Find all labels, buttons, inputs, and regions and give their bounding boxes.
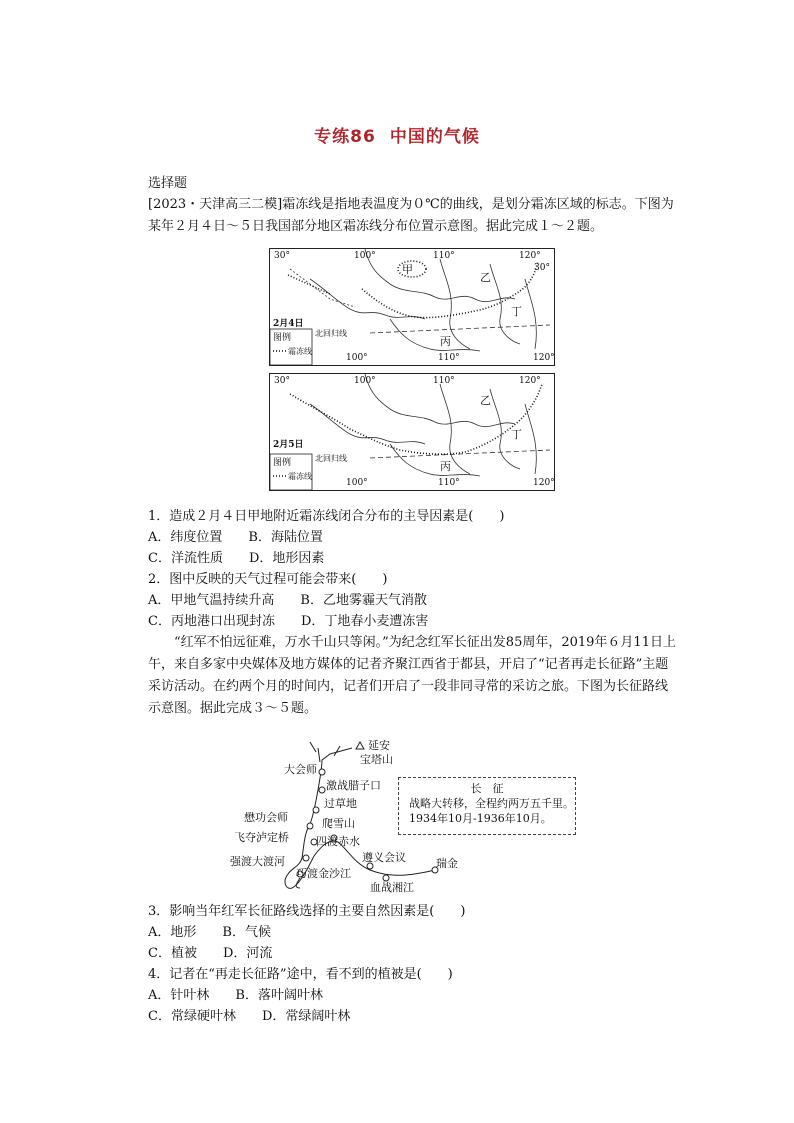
place-yanan: 延安	[368, 739, 390, 752]
lat-label: 30°	[274, 376, 290, 386]
place-xiangjiang: 血战湘江	[370, 881, 414, 894]
map-date: 2月4日	[273, 319, 304, 329]
info-box-line1: 战略大转移，全程约两万五千里。	[409, 797, 574, 810]
tropic-label: 北回归线	[315, 454, 347, 463]
title-text: 中国的气候	[389, 127, 480, 147]
question-1-options-ab: A．纬度位置 B．海陆位置	[148, 530, 323, 545]
lon-label: 100°	[346, 353, 368, 363]
place-ruijin: 瑞金	[436, 857, 458, 870]
place-jia: 甲	[402, 263, 413, 276]
section-heading: 选择题	[148, 176, 188, 191]
place-caodi: 过草地	[324, 797, 357, 810]
lat-label: 30°	[534, 263, 550, 273]
question-4-options-ab: A．针叶林 B．落叶阔叶林	[148, 988, 323, 1003]
lon-label: 110°	[433, 376, 455, 386]
intro-paragraph: [2023・天津高三二模]霜冻线是指地表温度为０℃的曲线，是划分霜冻区域的标志。下图为某年２月４日～５日我国部分地区霜冻线分布位置示意图。据此完成１～２题。	[148, 197, 674, 234]
place-yi: 乙	[480, 271, 491, 284]
question-2-options-ab: A．甲地气温持续升高 B．乙地雾霾天气消散	[148, 593, 427, 608]
place-dahuishi: 大会师	[284, 763, 317, 776]
info-box-title: 长 征	[470, 782, 504, 795]
place-zunyi: 遵义会议	[362, 851, 406, 864]
question-3: 3．影响当年红军长征路线选择的主要自然因素是( )	[148, 904, 466, 919]
question-4-options-cd: C．常绿硬叶林 D．常绿阔叶林	[148, 1009, 351, 1024]
map-date: 2月5日	[273, 440, 304, 450]
lat-label: 30°	[274, 251, 290, 261]
lon-label: 120°	[533, 478, 555, 488]
place-maogong: 懋功会师	[244, 811, 288, 824]
place-jinsha: 巧渡金沙江	[296, 867, 351, 880]
lon-label: 100°	[354, 376, 376, 386]
place-bing: 丙	[440, 335, 451, 348]
lon-label: 120°	[519, 251, 541, 261]
place-xueshan: 爬雪山	[322, 817, 355, 830]
lon-label: 100°	[346, 478, 368, 488]
question-3-options-cd: C．植被 D．河流	[148, 946, 273, 961]
question-1: 1．造成２月４日甲地附近霜冻线闭合分布的主导因素是( )	[148, 509, 505, 524]
place-baotashan: 宝塔山	[360, 753, 393, 766]
lon-label: 110°	[438, 478, 460, 488]
tropic-label: 北回归线	[315, 329, 347, 338]
question-4: 4．记者在“再走长征路”途中，看不到的植被是( )	[148, 967, 453, 982]
place-ding: 丁	[511, 428, 522, 441]
question-1-options-cd: C．洋流性质 D．地形因素	[148, 551, 325, 566]
question-2: 2．图中反映的天气过程可能会带来( )	[148, 572, 388, 587]
lon-label: 120°	[533, 353, 555, 363]
place-chishui: 四渡赤水	[316, 835, 360, 848]
place-lazikou: 激战腊子口	[326, 779, 381, 792]
long-march-info-box	[398, 777, 576, 835]
legend-item: 霜冻线	[288, 347, 312, 356]
legend-item: 霜冻线	[288, 472, 312, 481]
place-dadu: 强渡大渡河	[230, 855, 285, 868]
frost-line-map-feb5	[269, 373, 555, 491]
question-3-options-ab: A．地形 B．气候	[148, 925, 271, 940]
lon-label: 110°	[438, 353, 460, 363]
lon-label: 120°	[519, 376, 541, 386]
info-box-line2: 1934年10月-1936年10月。	[409, 812, 552, 825]
place-luding: 飞夺泸定桥	[234, 831, 289, 844]
place-yi: 乙	[480, 394, 491, 407]
legend-title: 图例	[273, 458, 292, 468]
legend-title: 图例	[273, 333, 292, 343]
question-2-options-cd: C．丙地港口出现封冻 D．丁地春小麦遭冻害	[148, 614, 429, 629]
lon-label: 110°	[433, 251, 455, 261]
long-march-paragraph: “红军不怕远征难，万水千山只等闲。”为纪念红军长征出发85周年，2019年６月11日上午，来自多家中央媒体及地方媒体的记者齐聚江西省于都县，开启了“记者再走长征路”主题采访活动。在约两个月的时间内，记者们开启了一段非同寻常的采访之旅。下图为长征路线示意图。据此完成３～５题。	[148, 635, 676, 716]
place-ding: 丁	[511, 305, 522, 318]
frost-line-map-feb4	[269, 248, 555, 366]
page-title	[0, 122, 794, 147]
lon-label: 100°	[354, 251, 376, 261]
place-bing: 丙	[440, 460, 451, 473]
title-number: 专练86	[314, 127, 376, 147]
